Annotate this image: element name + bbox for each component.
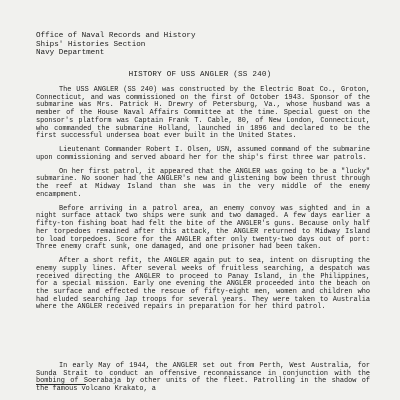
paragraph-continued: In early May of 1944, the ANGLER set out from Perth, West Australia, for Sunda Strait to conduct an offensive reconnaissance in conjunction with the bombing of Soerabaja by other units of the fleet. Patrolling in the shadow of the famous volcano Krakato, a bbox=[36, 362, 370, 394]
department-name: Navy Department bbox=[36, 49, 105, 58]
section-name: Ships' Histories Section bbox=[36, 40, 146, 49]
paragraph: The USS ANGLER (SS 240) was constructed by the Electric Boat Co., Groton, Connecticut, and was commissioned on the first of October 1943. Sponsor of the submarine was Mrs. Patrick H. Drewry of Petersburg, Va., whose husband was a member of the House Naval Affairs Committee at the time. Special guest on the sponsor's platform was Captain Frank T. Cable, 80, of New London, Connecticut, who commanded the submarine Holland, launched in 1896 and declared to be the first successful undersea boat ever built in the United States. bbox=[36, 86, 370, 141]
document-title: HISTORY OF USS ANGLER (SS 240) bbox=[128, 71, 272, 79]
paragraph: Lieutenant Commander Robert I. Olsen, USN, assumed command of the submarine upon commissioning and served aboard her for the ship's first three war patrols. bbox=[36, 146, 370, 162]
paragraph: After a short refit, the ANGLER again put to sea, intent on disrupting the enemy supply lines. After several weeks of fruitless searching, a despatch was received directing the ANGLER to proceed to Panay Island, in the Philippines, for a special mission. Early one evening the ANGLER proceeded into the beach on the surface and effected the rescue of fifty-eight men, women and children who had eluded searching Jap troops for several years. They were taken to Australia where the ANGLER received repairs in preparation for her third patrol. bbox=[36, 257, 370, 312]
letterhead bbox=[36, 32, 196, 58]
paragraph: Before arriving in a patrol area, an enemy convoy was sighted and in a night surface attack two ships were sunk and two damaged. A few days earlier a fifty-ton fishing boat had felt the bite of the ANGLER's guns. Because only half her torpedoes remained after this attack, the ANGLER returned to Midway Island to load torpedoes. Score for the ANGLER after only twenty-two days out of port: Three enemy craft sunk, one damaged, and one prisoner had been taken. bbox=[36, 204, 370, 252]
footnote-rule bbox=[36, 384, 86, 385]
office-name: Office of Naval Records and History bbox=[36, 32, 196, 40]
paragraph: On her first patrol, it appeared that the ANGLER was going to be a "lucky" submarine. No sooner had the ANGLER's new and glistening bow been thrust through the reef at Midway Island than she was in the very middle of the enemy encampment. bbox=[36, 167, 370, 199]
document-body bbox=[36, 87, 370, 318]
